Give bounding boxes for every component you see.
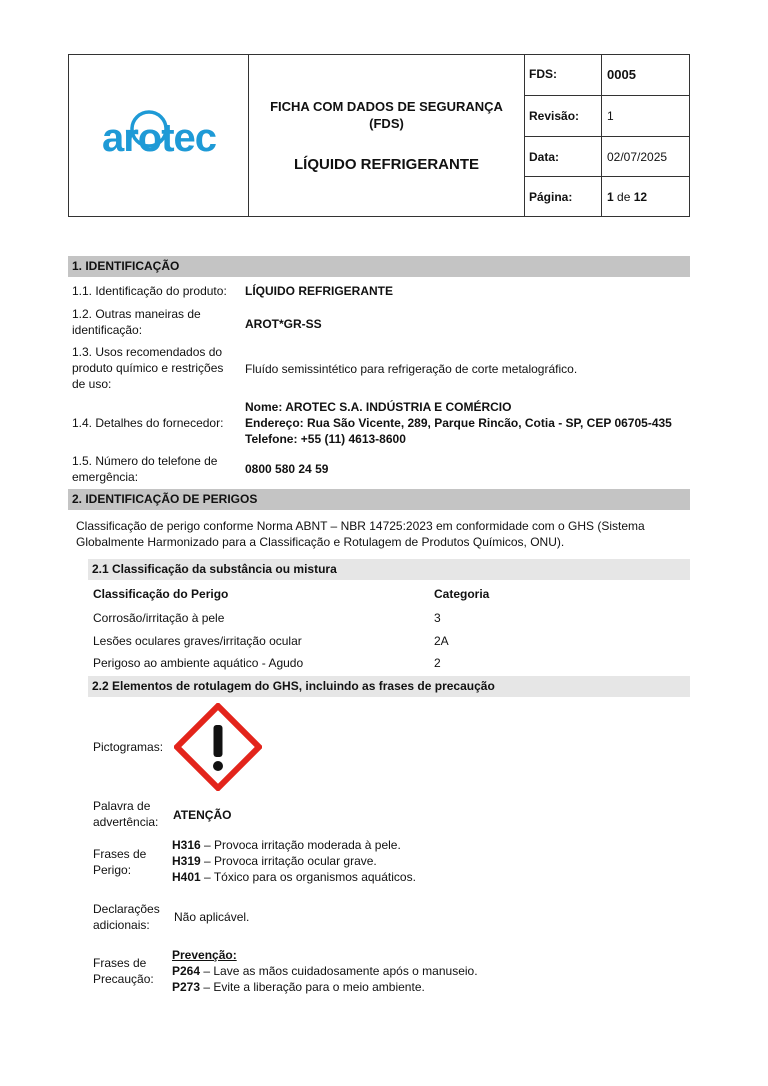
hazard-phrases-label-line2: Perigo: — [93, 863, 132, 877]
supplier-address: Endereço: Rua São Vicente, 289, Parque Rincão, Cotia - SP, CEP 06705-435 — [245, 416, 672, 430]
intro-line2: Globalmente Harmonizado para a Classificação e Rotulagem de Produtos Químicos, ONU). — [76, 535, 565, 549]
p273-code: P273 — [172, 980, 201, 994]
additional-label-line1: Declarações — [93, 902, 160, 916]
r5-label-line2: emergência: — [72, 470, 139, 484]
product-title: LÍQUIDO REFRIGERANTE — [293, 156, 479, 173]
pagina-label: Página: — [529, 190, 573, 204]
data-value: 02/07/2025 — [607, 150, 668, 164]
subsection-2-2-header: 2.2 Elementos de rotulagem do GHS, incluindo as frases de precaução — [88, 676, 690, 697]
r5-value: 0800 580 24 59 — [245, 462, 329, 476]
hazard-category: 2 — [434, 656, 441, 670]
r3-label-line3: de uso: — [72, 377, 112, 391]
document-header — [68, 54, 690, 217]
r3-label-line1: 1.3. Usos recomendados do — [72, 345, 223, 359]
pagina-current: 1 — [607, 190, 614, 204]
subsection-2-1-header: 2.1 Classificação da substância ou mistura — [88, 559, 690, 580]
r2-value: AROT*GR-SS — [245, 317, 322, 331]
r2-label-line2: identificação: — [72, 323, 143, 337]
prevention-heading: Prevenção: — [172, 948, 237, 962]
revisao-label: Revisão: — [529, 109, 580, 123]
signal-word-label — [93, 798, 158, 830]
r3-value: Fluído semissintético para refrigeração de corte metalográfico. — [245, 362, 578, 376]
p273-phrase — [172, 979, 478, 995]
hazard-name: Lesões oculares graves/irritação ocular — [93, 634, 302, 648]
r3-label — [72, 344, 223, 392]
precautionary-label-line2: Precaução: — [93, 972, 154, 986]
r4-value — [245, 399, 672, 447]
supplier-name: Nome: AROTEC S.A. INDÚSTRIA E COMÉRCIO — [245, 400, 512, 414]
additional-label-line2: adicionais: — [93, 918, 150, 932]
hazard-category: 2A — [434, 634, 449, 648]
fds-value: 0005 — [607, 67, 636, 82]
intro-line1: Classificação de perigo conforme Norma ABNT – NBR 14725:2023 em conformidade com o GHS (Sistema — [76, 519, 645, 533]
r4-label: 1.4. Detalhes do fornecedor: — [72, 416, 224, 430]
signal-label-line1: Palavra de — [93, 799, 151, 813]
p264-text: – Lave as mãos cuidadosamente após o manuseio. — [200, 964, 478, 978]
h401-phrase — [172, 869, 416, 885]
hazard-phrases-list — [172, 837, 416, 885]
section-1-header: 1. IDENTIFICAÇÃO — [68, 256, 690, 277]
r3-label-line2: produto químico e restrições — [72, 361, 224, 375]
hazard-phrases-label — [93, 846, 146, 878]
fds-label: FDS: — [529, 67, 557, 81]
p273-text: – Evite a liberação para o meio ambiente. — [200, 980, 425, 994]
precautionary-label — [93, 955, 154, 987]
document-title — [249, 98, 524, 132]
pagina-total: 12 — [633, 190, 648, 204]
h319-phrase — [172, 853, 416, 869]
h401-text: – Tóxico para os organismos aquáticos. — [200, 870, 416, 884]
section-2-intro — [76, 518, 645, 550]
h316-text: – Provoca irritação moderada à pele. — [200, 838, 401, 852]
hazard-category: 3 — [434, 611, 441, 625]
p264-phrase — [172, 963, 478, 979]
col-hazard-header: Classificação do Perigo — [93, 587, 229, 601]
revisao-value: 1 — [607, 109, 614, 123]
title-line-1: FICHA COM DADOS DE SEGURANÇA — [270, 99, 503, 114]
logo-wordmark: arotec — [101, 116, 217, 160]
h316-code: H316 — [172, 838, 201, 852]
company-logo — [87, 101, 232, 171]
pictogram-label: Pictogramas: — [93, 740, 164, 754]
h316-phrase — [172, 837, 416, 853]
precautionary-label-line1: Frases de — [93, 956, 147, 970]
exclamation-mark-icon — [214, 725, 223, 757]
h319-code: H319 — [172, 854, 201, 868]
additional-statements-label — [93, 901, 160, 933]
section-2-header: 2. IDENTIFICAÇÃO DE PERIGOS — [68, 489, 690, 510]
pagina-value — [607, 190, 647, 204]
r5-label-line1: 1.5. Número do telefone de — [72, 454, 218, 468]
ghs-exclamation-pictogram — [174, 703, 262, 791]
r1-value: LÍQUIDO REFRIGERANTE — [245, 284, 394, 298]
r2-label — [72, 306, 201, 338]
h401-code: H401 — [172, 870, 201, 884]
h319-text: – Provoca irritação ocular grave. — [200, 854, 377, 868]
r5-label — [72, 453, 217, 485]
hazard-name: Perigoso ao ambiente aquático - Agudo — [93, 656, 304, 670]
pagina-of: de — [617, 190, 631, 204]
precautionary-list — [172, 947, 478, 995]
data-label: Data: — [529, 150, 560, 164]
col-category-header: Categoria — [434, 587, 490, 601]
supplier-phone: Telefone: +55 (11) 4613-8600 — [245, 432, 406, 446]
additional-statements-value: Não aplicável. — [174, 910, 250, 924]
p264-code: P264 — [172, 964, 201, 978]
hazard-name: Corrosão/irritação à pele — [93, 611, 225, 625]
title-line-2: (FDS) — [369, 116, 404, 131]
r1-label: 1.1. Identificação do produto: — [72, 284, 227, 298]
hazard-phrases-label-line1: Frases de — [93, 847, 147, 861]
signal-label-line2: advertência: — [93, 815, 159, 829]
signal-word-value: ATENÇÃO — [173, 808, 232, 822]
r2-label-line1: 1.2. Outras maneiras de — [72, 307, 201, 321]
